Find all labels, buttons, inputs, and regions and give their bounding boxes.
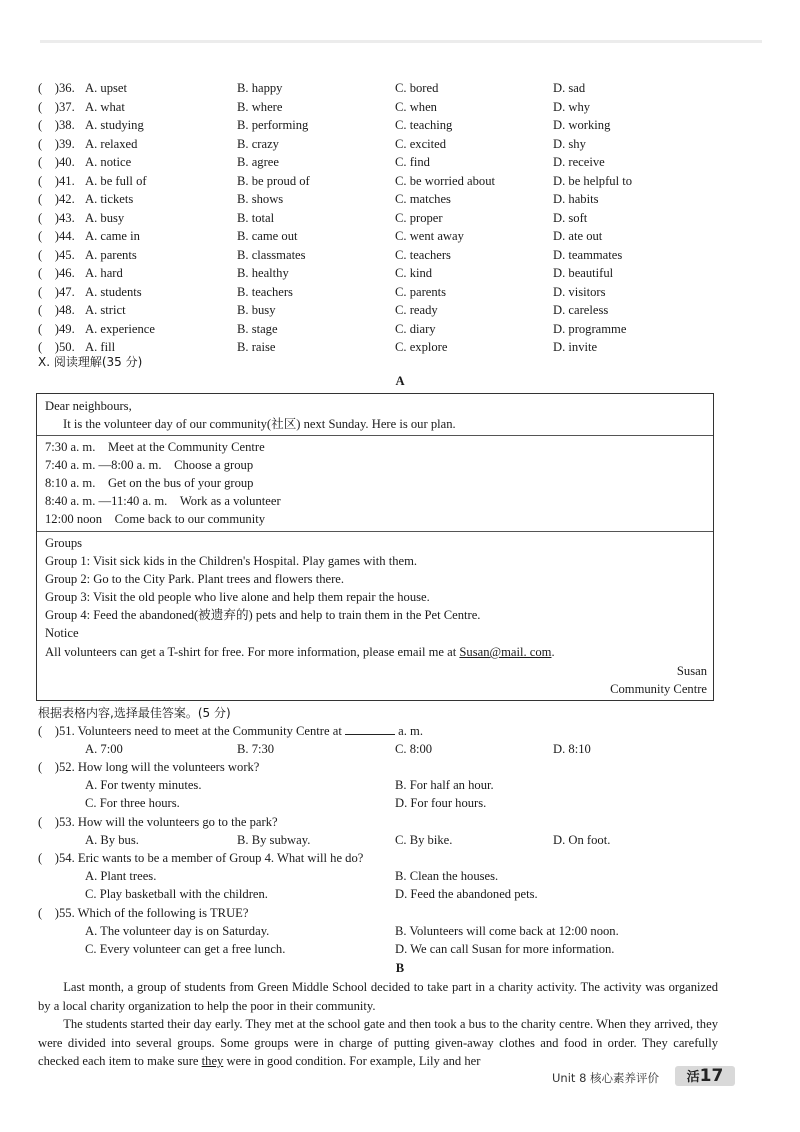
option-c: C. kind	[395, 266, 433, 280]
option-a: A. Plant trees.	[85, 869, 157, 883]
notice-text-end: .	[551, 645, 555, 659]
paragraph-2-start: The students started their day early. They met at the school gate and then took a bus to the charity centre. When they arrived, they were divided into several groups. Some groups were in charge of putting given-away clothes and food in order. They carefully checked each item to make sure	[38, 1017, 718, 1068]
option-b: B. 7:30	[237, 742, 275, 756]
group-item: Group 4: Feed the abandoned(被遗弃的) pets and help to train them in the Pet Centre.	[45, 608, 481, 622]
notice-box	[36, 393, 714, 701]
option-a: A. hard	[85, 266, 123, 280]
option-b: B. happy	[237, 81, 283, 95]
option-d: D. habits	[553, 192, 599, 206]
choice-row	[38, 283, 698, 301]
footer-unit: Unit 8 核心素养评价	[552, 1071, 660, 1085]
option-b: B. raise	[237, 340, 276, 354]
option-b: B. classmates	[237, 247, 306, 262]
choice-row	[38, 209, 698, 227]
question-number: ( )42.	[38, 192, 75, 206]
option-d: D. sad	[553, 81, 586, 95]
section-title: Ⅹ. 阅读理解(35 分)	[38, 355, 143, 369]
question-stem	[38, 722, 423, 740]
option-c: C. excited	[395, 136, 447, 151]
question-stem: ( )54. Eric wants to be a member of Group 4. What will he do?	[38, 851, 364, 865]
option-c: C. teachers	[395, 247, 451, 262]
option-b: B. agree	[237, 155, 279, 169]
underlined-word: they	[201, 1054, 224, 1068]
signature-org: Community Centre	[610, 682, 707, 696]
question-number: ( )40.	[38, 155, 75, 169]
notice-intro: It is the volunteer day of our community(社区) next Sunday. Here is our plan.	[63, 417, 456, 431]
schedule-item: 12:00 noon Come back to our community	[45, 512, 266, 526]
paragraph-2-end: were in good condition. For example, Lily and her	[226, 1054, 481, 1068]
option-d: D. For four hours.	[395, 796, 487, 810]
choice-row	[38, 301, 698, 319]
choice-row	[38, 153, 698, 171]
passage-b-paragraph-1: Last month, a group of students from Green Middle School decided to take part in a charity activity. The activity was organized by a local charity organization to help the poor in their community.	[38, 980, 718, 1013]
option-d: D. visitors	[553, 284, 606, 299]
option-c: C. proper	[395, 210, 443, 225]
option-b: B. Volunteers will come back at 12:00 noon.	[395, 924, 619, 938]
choice-row	[38, 246, 698, 264]
option-a: A. studying	[85, 118, 144, 132]
option-a: A. parents	[85, 247, 137, 262]
option-c: C. find	[395, 155, 430, 169]
option-a: A. 7:00	[85, 742, 123, 756]
passage-a-label: A	[395, 374, 405, 388]
option-a: A. busy	[85, 210, 125, 225]
option-c: C. diary	[395, 321, 436, 336]
option-c: C. For three hours.	[85, 796, 180, 810]
group-item: Group 2: Go to the City Park. Plant trees and flowers there.	[45, 572, 345, 586]
choice-row	[38, 264, 698, 282]
option-d: D. beautiful	[553, 266, 614, 280]
question-number: ( )47.	[38, 284, 75, 299]
group-item: Group 3: Visit the old people who live alone and help them repair the house.	[45, 590, 430, 604]
question-number: ( )50.	[38, 340, 75, 354]
choice-row	[38, 227, 698, 245]
option-a: A. By bus.	[85, 833, 139, 847]
option-d: D. careless	[553, 303, 609, 317]
option-d: D. On foot.	[553, 833, 611, 847]
badge-label: 活	[686, 1070, 700, 1085]
option-a: A. fill	[85, 340, 116, 354]
option-b: B. where	[237, 99, 283, 114]
option-d: D. ate out	[553, 229, 603, 243]
question-number: ( )39.	[38, 136, 75, 151]
option-b: B. crazy	[237, 136, 279, 151]
choice-row	[38, 190, 698, 208]
option-d: D. shy	[553, 136, 586, 151]
option-c: C. By bike.	[395, 833, 453, 847]
option-d: D. be helpful to	[553, 173, 633, 188]
option-b: B. For half an hour.	[395, 778, 494, 792]
choice-row	[38, 116, 698, 134]
option-a: A. For twenty minutes.	[85, 778, 202, 792]
option-a: A. came in	[85, 229, 140, 243]
choice-row	[38, 98, 698, 116]
option-d: D. programme	[553, 321, 627, 336]
question-stem: ( )55. Which of the following is TRUE?	[38, 906, 249, 920]
question-stem: ( )52. How long will the volunteers work?	[38, 760, 260, 774]
option-a: A. students	[85, 284, 142, 299]
question-stem: ( )53. How will the volunteers go to the park?	[38, 815, 278, 829]
option-c: C. went away	[395, 229, 464, 243]
option-c: C. Play basketball with the children.	[85, 887, 268, 901]
divider	[37, 531, 713, 532]
option-d: D. working	[553, 118, 611, 132]
option-b: B. busy	[237, 303, 276, 317]
option-d: D. Feed the abandoned pets.	[395, 887, 538, 901]
question-number: ( )44.	[38, 229, 75, 243]
option-b: B. total	[237, 210, 275, 225]
question-number: ( )48.	[38, 303, 75, 317]
notice-greeting: Dear neighbours,	[45, 399, 132, 413]
option-b: B. By subway.	[237, 833, 311, 847]
option-a: A. upset	[85, 81, 127, 95]
question-number: ( )45.	[38, 247, 75, 262]
notice-text-body: All volunteers can get a T-shirt for free. For more information, please email me at	[45, 645, 457, 659]
signature-name: Susan	[676, 664, 707, 678]
question-number: ( )37.	[38, 99, 75, 114]
option-a: A. notice	[85, 155, 132, 169]
option-a: A. what	[85, 99, 125, 114]
question-number: ( )46.	[38, 266, 75, 280]
choice-row	[38, 79, 698, 97]
email-link[interactable]: Susan@mail. com	[459, 645, 552, 659]
question-number: ( )49.	[38, 321, 75, 336]
notice-heading: Notice	[45, 626, 79, 640]
divider	[37, 435, 713, 436]
option-d: D. receive	[553, 155, 605, 169]
option-a: A. be full of	[85, 173, 147, 188]
questions-instruction: 根据表格内容,选择最佳答案。(5 分)	[38, 706, 231, 720]
passage-b-paragraph-2	[38, 1015, 718, 1071]
option-b: B. came out	[237, 229, 298, 243]
option-c: C. when	[395, 99, 437, 114]
option-a: A. experience	[85, 321, 155, 336]
option-c: C. teaching	[395, 118, 453, 132]
choice-row	[38, 320, 698, 338]
schedule-item: 7:40 a. m. —8:00 a. m. Choose a group	[45, 458, 254, 472]
option-b: B. teachers	[237, 284, 293, 299]
question-number: ( )43.	[38, 210, 75, 225]
option-d: D. We can call Susan for more information.	[395, 942, 615, 956]
choice-row	[38, 172, 698, 190]
question-51-stem-end: a. m.	[398, 724, 423, 738]
option-c: C. bored	[395, 81, 439, 95]
notice-text	[45, 643, 555, 661]
option-b: B. shows	[237, 192, 284, 206]
option-d: D. teammates	[553, 247, 623, 262]
option-c: C. matches	[395, 192, 451, 206]
passage-b-label: B	[395, 961, 405, 975]
option-a: A. relaxed	[85, 136, 138, 151]
option-a: A. tickets	[85, 192, 134, 206]
question-number: ( )38.	[38, 118, 75, 132]
option-c: C. explore	[395, 340, 448, 354]
option-c: C. 8:00	[395, 742, 433, 756]
option-b: B. performing	[237, 118, 309, 132]
option-c: C. be worried about	[395, 173, 496, 188]
group-item: Group 1: Visit sick kids in the Children's Hospital. Play games with them.	[45, 554, 418, 568]
option-b: B. be proud of	[237, 173, 310, 188]
question-number: ( )41.	[38, 173, 75, 188]
option-a: A. The volunteer day is on Saturday.	[85, 924, 270, 938]
option-d: D. why	[553, 99, 591, 114]
option-d: D. invite	[553, 340, 598, 354]
question-51-stem: ( )51. Volunteers need to meet at the Community Centre at	[38, 724, 342, 738]
groups-heading: Groups	[45, 536, 83, 550]
schedule-item: 8:10 a. m. Get on the bus of your group	[45, 476, 254, 490]
option-a: A. strict	[85, 303, 126, 317]
option-c: C. Every volunteer can get a free lunch.	[85, 942, 286, 956]
passage-b	[38, 978, 718, 1071]
schedule-item: 8:40 a. m. —11:40 a. m. Work as a volunteer	[45, 494, 281, 508]
answer-blank	[345, 722, 395, 735]
option-d: D. 8:10	[553, 742, 591, 756]
top-rule	[40, 40, 762, 43]
question-number: ( )36.	[38, 81, 75, 95]
option-b: B. Clean the houses.	[395, 869, 499, 883]
option-b: B. healthy	[237, 266, 289, 280]
option-c: C. parents	[395, 284, 447, 299]
option-c: C. ready	[395, 303, 438, 317]
option-b: B. stage	[237, 321, 278, 336]
option-d: D. soft	[553, 210, 588, 225]
schedule-item: 7:30 a. m. Meet at the Community Centre	[45, 440, 265, 454]
page-badge	[675, 1066, 735, 1086]
choice-row	[38, 135, 698, 153]
page-number: 17	[699, 1066, 724, 1086]
